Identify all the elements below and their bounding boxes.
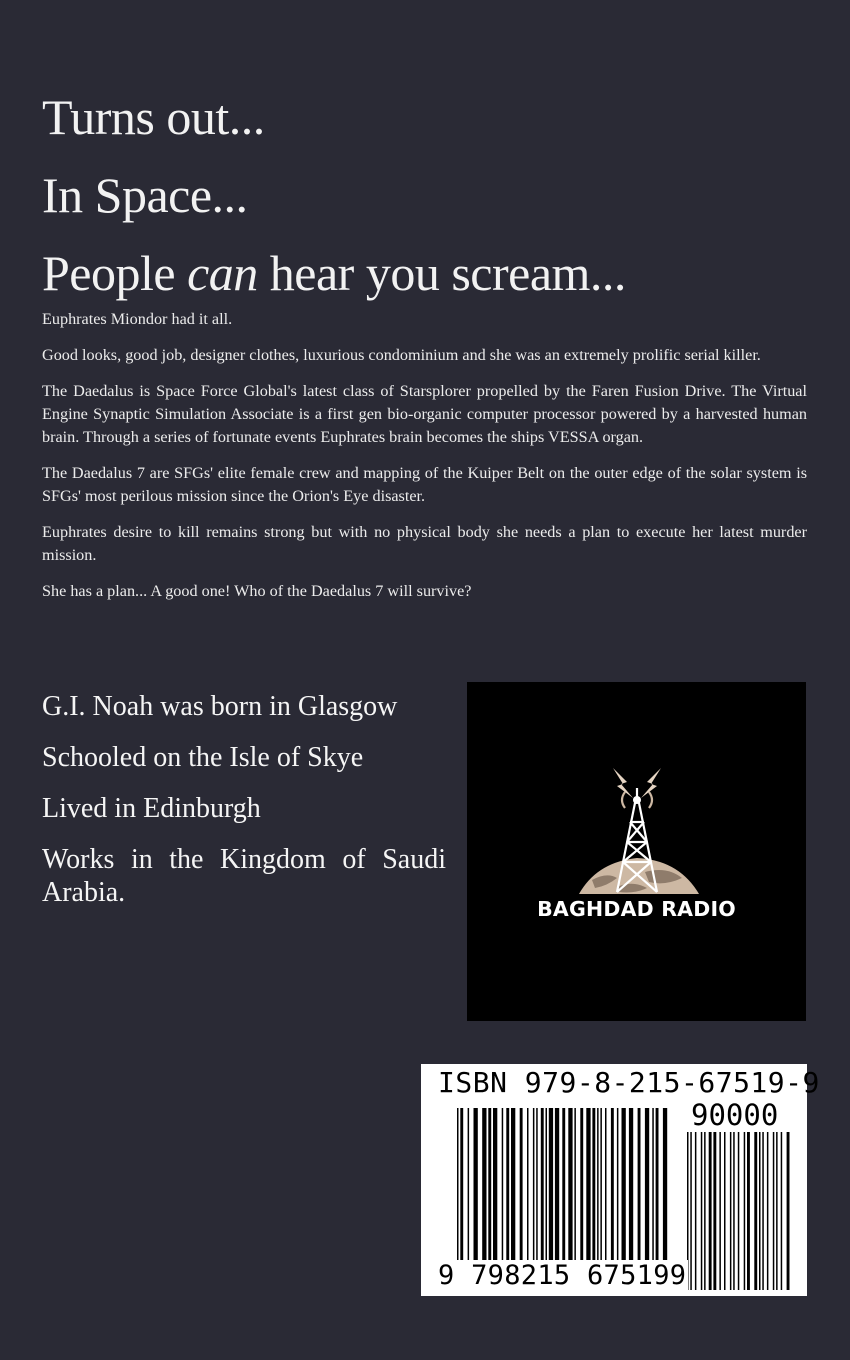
barcode-bar [759,1132,761,1290]
book-blurb [42,308,807,616]
barcode-bar [527,1108,529,1284]
barcode-bar [695,1132,697,1290]
barcode-bar [468,1108,470,1284]
barcode-bar [568,1108,572,1284]
barcode-bar [709,1132,712,1290]
barcode-bar [541,1108,544,1284]
barcode-bar [520,1108,523,1284]
blurb-paragraph: The Daedalus 7 are SFGs' elite female crew and mapping of the Kuiper Belt on the outer edge of the solar system is SFGs' most perilous mission since the Orion's Eye disaster. [42,464,807,505]
barcode-bar [645,1108,649,1284]
barcode-bar [730,1132,732,1290]
barcode-bar [652,1108,654,1284]
barcode-bar [719,1132,721,1290]
barcode-bar [690,1132,692,1290]
tagline-line-3-end: hear you scream... [257,245,626,301]
publisher-name: BAGHDAD RADIO [537,897,736,921]
barcode-bar [656,1108,659,1284]
barcode-bar [611,1108,614,1284]
barcode-bar [506,1108,509,1284]
barcode-bar [600,1108,602,1284]
barcode-bar [605,1108,607,1284]
barcode-bar [597,1108,599,1284]
barcode-bar [773,1132,775,1290]
blurb-paragraph: She has a plan... A good one! Who of the Daedalus 7 will survive? [42,582,472,600]
barcode-bar [754,1132,757,1290]
barcode-bar [493,1108,497,1284]
barcode-bar [592,1108,595,1284]
barcode-bar [767,1132,769,1290]
barcode-bar [586,1108,590,1284]
barcode-bar [549,1108,553,1284]
isbn-label: ISBN 979-8-215-67519-9 [438,1066,820,1099]
bio-line: Schooled on the Isle of Skye [42,742,364,773]
tagline-line-3 [42,234,812,312]
barcode-bar [762,1132,764,1290]
isbn-barcode [421,1064,820,1296]
barcode-bar [738,1132,740,1290]
barcode-bar [546,1108,548,1284]
barcode-bar [474,1108,478,1284]
radio-tower-globe-icon [467,682,806,1021]
barcode-bar [787,1132,790,1290]
barcode-bar [704,1132,706,1290]
barcode-bar [502,1108,504,1284]
barcode-bar [724,1132,726,1290]
barcode-bar [622,1108,626,1284]
barcode-bar [733,1132,735,1290]
barcode-bar [580,1108,583,1284]
bio-line: G.I. Noah was born in Glasgow [42,691,398,722]
barcode-bar [511,1108,515,1284]
barcode-bar [574,1108,576,1284]
barcode-bar [747,1132,750,1290]
barcode-bar [638,1108,641,1284]
tagline [42,78,812,312]
bio-line: Lived in Edinburgh [42,793,261,824]
barcode-bar [536,1108,538,1284]
blurb-paragraph: The Daedalus is Space Force Global's latest class of Starsplorer propelled by the Faren Fusion Drive. The Virtual Engine Synaptic Simulation Associate is a first gen bio-organic computer processor powered by a harvested human brain. Through a series of fortunate events Euphrates brain becomes the ships VESSA organ. [42,382,807,446]
tagline-emphasis: can [187,245,258,301]
barcode-bar [555,1108,559,1284]
price-addon: 90000 [691,1098,779,1132]
barcode-digits: 9 798215 675199 [438,1260,687,1291]
tagline-line-2: In Space... [42,167,248,223]
barcode-bar [533,1108,535,1284]
tagline-line-1: Turns out... [42,89,265,145]
barcode-bar [562,1108,565,1284]
barcode-bar [781,1132,783,1290]
blurb-paragraph: Good looks, good job, designer clothes, luxurious condominium and she was an extremely prolific serial killer. [42,346,761,364]
blurb-paragraph: Euphrates desire to kill remains strong but with no physical body she needs a plan to execute her latest murder mission. [42,523,807,564]
blurb-paragraph: Euphrates Miondor had it all. [42,310,233,328]
barcode-bar [617,1108,619,1284]
barcode-bar [713,1132,716,1290]
barcode-bar [482,1108,486,1284]
barcode-bar [460,1108,463,1284]
barcode-bar [629,1108,633,1284]
barcode-bar [457,1108,459,1284]
author-bio [42,690,446,927]
barcode-bar [488,1108,491,1284]
bio-line: Works in the Kingdom of Saudi Arabia. [42,844,446,908]
barcode-bar [776,1132,778,1290]
barcode-bar [663,1108,667,1284]
barcode-bar [701,1132,703,1290]
barcode-bar [744,1132,746,1290]
tagline-line-3-start: People [42,245,188,301]
publisher-logo [467,682,806,1021]
